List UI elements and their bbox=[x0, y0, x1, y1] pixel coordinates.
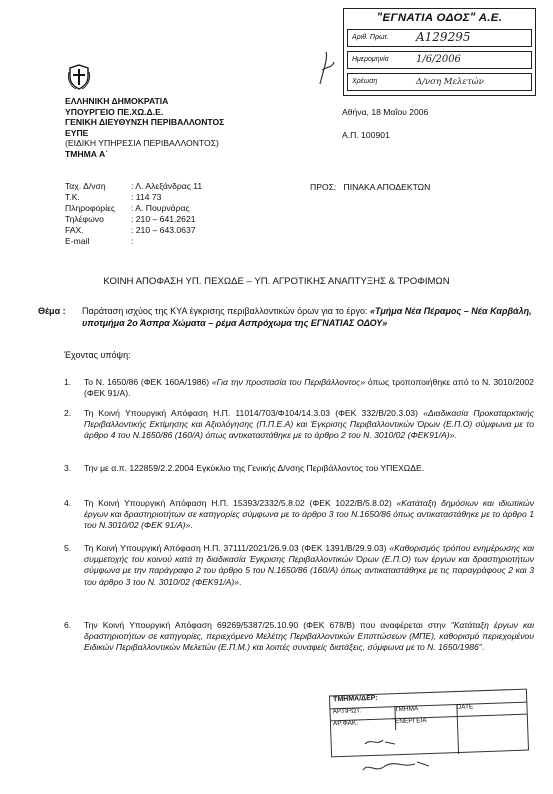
sender-header bbox=[65, 96, 224, 159]
item-text-part: Τη Κοινή Υπουργική Απόφαση Η.Π. 11014/703/Φ104/14.3.03 (ΦΕΚ 332/Β/20.3.03) bbox=[84, 408, 424, 418]
item-number: 2. bbox=[64, 408, 72, 418]
item-number: 4. bbox=[64, 498, 72, 508]
sender-line: ΓΕΝΙΚΗ ΔΙΕΥΘΥΝΣΗ ΠΕΡΙΒΑΛΛΟΝΤΟΣ bbox=[65, 117, 225, 127]
item-text-part: . bbox=[190, 520, 193, 531]
contact-key: Τηλέφωνο bbox=[65, 214, 104, 224]
receipt-col: ΑΡ.ΠΡΩΤ. bbox=[330, 706, 395, 721]
item-text bbox=[84, 620, 534, 654]
contact-key: Ταχ. Δ/νση bbox=[65, 181, 106, 191]
subject-label: Θέμα : bbox=[38, 306, 66, 316]
stamp-value: 1/6/2006 bbox=[416, 54, 461, 65]
receipt-stamp-header: ΤΜΗΜΑ/ΔΕΡ: bbox=[330, 690, 526, 710]
item-text-part: . bbox=[238, 576, 242, 587]
item-number: 1. bbox=[64, 377, 72, 387]
contact-value: : 210 – 643.0637 bbox=[131, 225, 196, 235]
item-text bbox=[84, 408, 534, 442]
protocol-stamp bbox=[343, 8, 536, 96]
contact-key: Πληροφορίες bbox=[65, 203, 116, 213]
subject-project: «Τμήμα Νέα Πέραμος – Νέα Καρβάλη, υποτμήμα 2ο Άσπρα Χώματα – ρέμα Ασπρόχωμα της ΕΓΝΑΤΙΑΣ ΟΔΟΥ» bbox=[82, 306, 532, 328]
item-text bbox=[84, 498, 534, 532]
item-text-italic: «Για την προστασία του Περιβάλλοντος» bbox=[211, 377, 366, 387]
sender-line: ΕΛΛΗΝΙΚΗ ΔΗΜΟΚΡΑΤΙΑ bbox=[65, 96, 169, 106]
item-text-part: Το Ν. 1650/86 (ΦΕΚ 160Α/1986) bbox=[84, 377, 212, 387]
item-text-part: Τη Κοινή Υπουργική Απόφαση Η.Π. 15393/2332/5.8.02 (ΦΕΚ 1022/Β/5.8.02) bbox=[84, 498, 397, 508]
item-text bbox=[84, 543, 534, 588]
stamp-value: Δ/νση Μελετών bbox=[416, 77, 484, 87]
item-text-italic: «Καθορισμός τρόπου ενημέρωσης και συμμετοχής του κοινού κατά τη διαδικασία Έγκρισης Περιβαλλοντικών Όρων (Ε.Π.Ο) των έργων και δραστηριοτήτων σύμφωνα με την παράγραφο 2 του άρθρο 5 του Ν.1650/86 (160/Α) όπως αντικαταστάθηκε με τις παραγράφους 2 και 3 του άρθρο 3 του Ν. 3010/02 (ΦΕΚ91/Α)» bbox=[84, 543, 535, 587]
receipt-col: ΕΝΕΡΓΕΙΑ bbox=[393, 716, 459, 756]
item-text-italic: "Κατάταξη έργων και δραστηριοτήτων σε κατηγορίες, περιεχόμενο Μελέτης Περιβαλλοντικών Επιπτώσεων (ΜΠΕ), καθορισμό περιεχομένου Ειδικών Περιβαλλοντικών Μελετών (Ε.Π.Μ.) και λοιπές συναφείς διατάξεις, σύμφωνα με το Ν. 1650/1986" bbox=[84, 620, 534, 653]
item-text bbox=[84, 463, 534, 474]
receipt-col: ΑΡ.ΦΑΚ. bbox=[331, 718, 396, 732]
item-text-part: . bbox=[454, 430, 457, 441]
item-number: 3. bbox=[64, 463, 72, 473]
stamp-row-date bbox=[347, 51, 532, 69]
date-line: Αθήνα, 18 Μαΐου 2006 bbox=[342, 107, 429, 117]
protocol-number: Α.Π. 100901 bbox=[342, 130, 390, 140]
stamp-row-assignment bbox=[347, 73, 532, 91]
stamp-title: "ΕΓΝΑΤΙΑ ΟΔΟΣ" Α.Ε. bbox=[376, 12, 503, 24]
sender-line: (ΕΙΔΙΚΗ ΥΠΗΡΕΣΙΑ ΠΕΡΙΒΑΛΛΟΝΤΟΣ) bbox=[65, 138, 219, 148]
item-number: 5. bbox=[64, 543, 72, 553]
contact-value: : 210 – 641.2621 bbox=[131, 214, 196, 224]
item-number: 6. bbox=[64, 620, 72, 630]
stamp-label: Ημερομηνία bbox=[352, 56, 389, 63]
receipt-col: ΤΜΗΜΑ bbox=[392, 704, 457, 719]
contact-key: E-mail bbox=[65, 236, 90, 246]
contact-value: : 114 73 bbox=[131, 192, 162, 202]
recipient-line: ΠΡΟΣ: ΠΙΝΑΚΑ ΑΠΟΔΕΚΤΩΝ bbox=[310, 182, 431, 192]
item-text-part: Την με α.π. 122859/2.2.2004 Εγκύκλιο της Γενικής Δ/νσης Περιβάλλοντος του ΥΠΕΧΩΔΕ. bbox=[84, 463, 425, 473]
item-text-part: όπως τροποποιήθηκε από το Ν. 3010/2002 (ΦΕΚ 91/Α). bbox=[84, 377, 534, 399]
sender-line: ΤΜΗΜΑ Α΄ bbox=[65, 148, 109, 159]
considering-heading: Έχοντας υπόψη: bbox=[64, 350, 131, 360]
subject-text: Παράταση ισχύος της ΚΥΑ έγκρισης περιβαλλοντικών όρων για το έργο: bbox=[82, 306, 371, 316]
item-text bbox=[84, 377, 534, 399]
contact-value: : Λ. Αλεξάνδρας 11 bbox=[131, 181, 203, 191]
stamp-label: Αριθ. Πρωτ. bbox=[352, 34, 389, 41]
handwritten-signature-icon bbox=[355, 732, 465, 782]
stamp-value: Α129295 bbox=[416, 30, 471, 44]
handwritten-initial-icon bbox=[316, 48, 338, 88]
sender-line: ΥΠΟΥΡΓΕΙΟ ΠΕ.ΧΩ.Δ.Ε. bbox=[65, 106, 164, 117]
greek-emblem-icon bbox=[68, 64, 90, 90]
item-text-italic: «Διαδικασία Προκαταρκτικής Περιβαλλοντικής Εκτίμησης και Αξιολόγησης (Π.Π.Ε.Α) και Έγκρισης Περιβαλλοντικών Όρων (Ε.Π.Ο) σύμφωνα με το άρθρο 4 του Ν.1650/86 (160/Α) όπως αντικαταστάθηκε με το άρθρο 2 του Ν. 3010/02 (ΦΕΚ91/Α)» bbox=[84, 408, 534, 441]
item-text-italic: «Κατάταξη δημόσιων και ιδιωτικών έργων και δραστηριοτήτων σε κατηγορίες σύμφωνα με το άρθρο 3 του Ν.1650/86 όπως αντικαταστάθηκε με το άρθρο 1 του Ν.3010/02 (ΦΕΚ 91/Α)» bbox=[84, 498, 534, 531]
document-title: ΚΟΙΝΗ ΑΠΟΦΑΣΗ ΥΠ. ΠΕΧΩΔΕ – ΥΠ. ΑΓΡΟΤΙΚΗΣ ΑΝΑΠΤΥΞΗΣ & ΤΡΟΦΙΜΩΝ bbox=[103, 276, 450, 287]
contact-value: : Α. Πουρνάρας bbox=[131, 203, 190, 213]
item-text-part: . bbox=[481, 642, 485, 653]
contact-key: FAX. bbox=[65, 225, 84, 235]
subject-body bbox=[82, 306, 537, 329]
stamp-row-protocol bbox=[347, 29, 532, 47]
contact-value: : bbox=[131, 236, 134, 246]
stamp-label: Χρέωση bbox=[352, 78, 378, 85]
receipt-col: DATE bbox=[454, 702, 526, 718]
item-text-part: Τη Κοινή Υπουργική Απόφαση Η.Π. 37111/2021/26.9.03 (ΦΕΚ 1391/Β/29.9.03) bbox=[84, 543, 390, 553]
contact-key: Τ.Κ. bbox=[65, 192, 80, 202]
sender-line: ΕΥΠΕ bbox=[65, 127, 89, 138]
item-text-part: Την Κοινή Υπουργική Απόφαση 69269/5387/25.10.90 (ΦΕΚ 678/Β) που αναφέρεται στην bbox=[84, 620, 451, 630]
